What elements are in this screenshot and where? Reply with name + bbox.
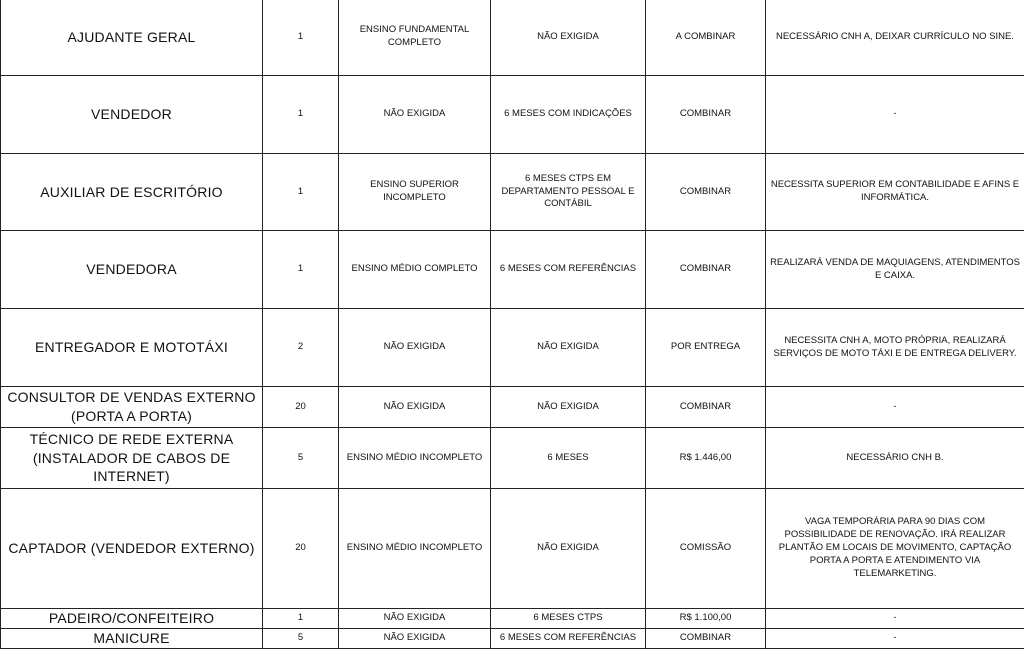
job-title: AJUDANTE GERAL — [1, 0, 263, 76]
table-row — [1, 387, 1024, 428]
salary: COMBINAR — [646, 231, 766, 309]
education-requirement: ENSINO MÉDIO INCOMPLETO — [339, 428, 491, 489]
table-row — [1, 309, 1024, 387]
vacancy-count: 1 — [263, 76, 339, 154]
notes: NECESSÁRIO CNH A, DEIXAR CURRÍCULO NO SINE. — [766, 0, 1024, 76]
education-requirement: NÃO EXIGIDA — [339, 629, 491, 649]
vacancy-count: 20 — [263, 387, 339, 428]
experience-requirement: 6 MESES COM REFERÊNCIAS — [491, 629, 646, 649]
vacancy-count: 2 — [263, 309, 339, 387]
job-title: CAPTADOR (VENDEDOR EXTERNO) — [1, 489, 263, 609]
vacancy-count: 1 — [263, 231, 339, 309]
experience-requirement: 6 MESES CTPS — [491, 609, 646, 629]
table-row — [1, 428, 1024, 489]
notes: NECESSITA CNH A, MOTO PRÓPRIA, REALIZARÁ SERVIÇOS DE MOTO TÁXI E DE ENTREGA DELIVERY. — [766, 309, 1024, 387]
vacancy-count: 20 — [263, 489, 339, 609]
salary: COMBINAR — [646, 154, 766, 231]
salary: R$ 1.100,00 — [646, 609, 766, 629]
job-title: PADEIRO/CONFEITEIRO — [1, 609, 263, 629]
education-requirement: ENSINO MÉDIO INCOMPLETO — [339, 489, 491, 609]
notes: NECESSITA SUPERIOR EM CONTABILIDADE E AFINS E INFORMÁTICA. — [766, 154, 1024, 231]
salary: COMISSÃO — [646, 489, 766, 609]
table-row — [1, 609, 1024, 629]
experience-requirement: NÃO EXIGIDA — [491, 0, 646, 76]
job-title: AUXILIAR DE ESCRITÓRIO — [1, 154, 263, 231]
notes: REALIZARÁ VENDA DE MAQUIAGENS, ATENDIMENTOS E CAIXA. — [766, 231, 1024, 309]
notes: VAGA TEMPORÁRIA PARA 90 DIAS COM POSSIBILIDADE DE RENOVAÇÃO. IRÁ REALIZAR PLANTÃO EM LOCAIS DE MOVIMENTO, CAPTAÇÃO PORTA A PORTA E ATENDIMENTO VIA TELEMARKETING. — [766, 489, 1024, 609]
education-requirement: ENSINO FUNDAMENTAL COMPLETO — [339, 0, 491, 76]
job-title: VENDEDORA — [1, 231, 263, 309]
salary: COMBINAR — [646, 387, 766, 428]
education-requirement: ENSINO SUPERIOR INCOMPLETO — [339, 154, 491, 231]
notes: NECESSÁRIO CNH B. — [766, 428, 1024, 489]
job-title: VENDEDOR — [1, 76, 263, 154]
vacancy-count: 5 — [263, 428, 339, 489]
notes: - — [766, 609, 1024, 629]
education-requirement: NÃO EXIGIDA — [339, 609, 491, 629]
salary: A COMBINAR — [646, 0, 766, 76]
notes: - — [766, 76, 1024, 154]
salary: POR ENTREGA — [646, 309, 766, 387]
experience-requirement: 6 MESES CTPS EM DEPARTAMENTO PESSOAL E CONTÁBIL — [491, 154, 646, 231]
experience-requirement: 6 MESES COM REFERÊNCIAS — [491, 231, 646, 309]
education-requirement: NÃO EXIGIDA — [339, 387, 491, 428]
job-title: MANICURE — [1, 629, 263, 649]
table-row — [1, 0, 1024, 76]
job-title: TÉCNICO DE REDE EXTERNA (INSTALADOR DE CABOS DE INTERNET) — [1, 428, 263, 489]
table-row — [1, 154, 1024, 231]
job-title: ENTREGADOR E MOTOTÁXI — [1, 309, 263, 387]
vacancy-count: 5 — [263, 629, 339, 649]
salary: COMBINAR — [646, 629, 766, 649]
notes: - — [766, 387, 1024, 428]
vacancy-count: 1 — [263, 154, 339, 231]
salary: R$ 1.446,00 — [646, 428, 766, 489]
salary: COMBINAR — [646, 76, 766, 154]
vacancy-count: 1 — [263, 0, 339, 76]
experience-requirement: NÃO EXIGIDA — [491, 489, 646, 609]
experience-requirement: NÃO EXIGIDA — [491, 309, 646, 387]
experience-requirement: 6 MESES COM INDICAÇÕES — [491, 76, 646, 154]
experience-requirement: NÃO EXIGIDA — [491, 387, 646, 428]
table-row — [1, 489, 1024, 609]
education-requirement: NÃO EXIGIDA — [339, 76, 491, 154]
table-row — [1, 629, 1024, 649]
experience-requirement: 6 MESES — [491, 428, 646, 489]
table-row — [1, 76, 1024, 154]
notes: - — [766, 629, 1024, 649]
education-requirement: ENSINO MÉDIO COMPLETO — [339, 231, 491, 309]
table-row — [1, 231, 1024, 309]
job-title: CONSULTOR DE VENDAS EXTERNO (PORTA A PORTA) — [1, 387, 263, 428]
vacancy-count: 1 — [263, 609, 339, 629]
education-requirement: NÃO EXIGIDA — [339, 309, 491, 387]
